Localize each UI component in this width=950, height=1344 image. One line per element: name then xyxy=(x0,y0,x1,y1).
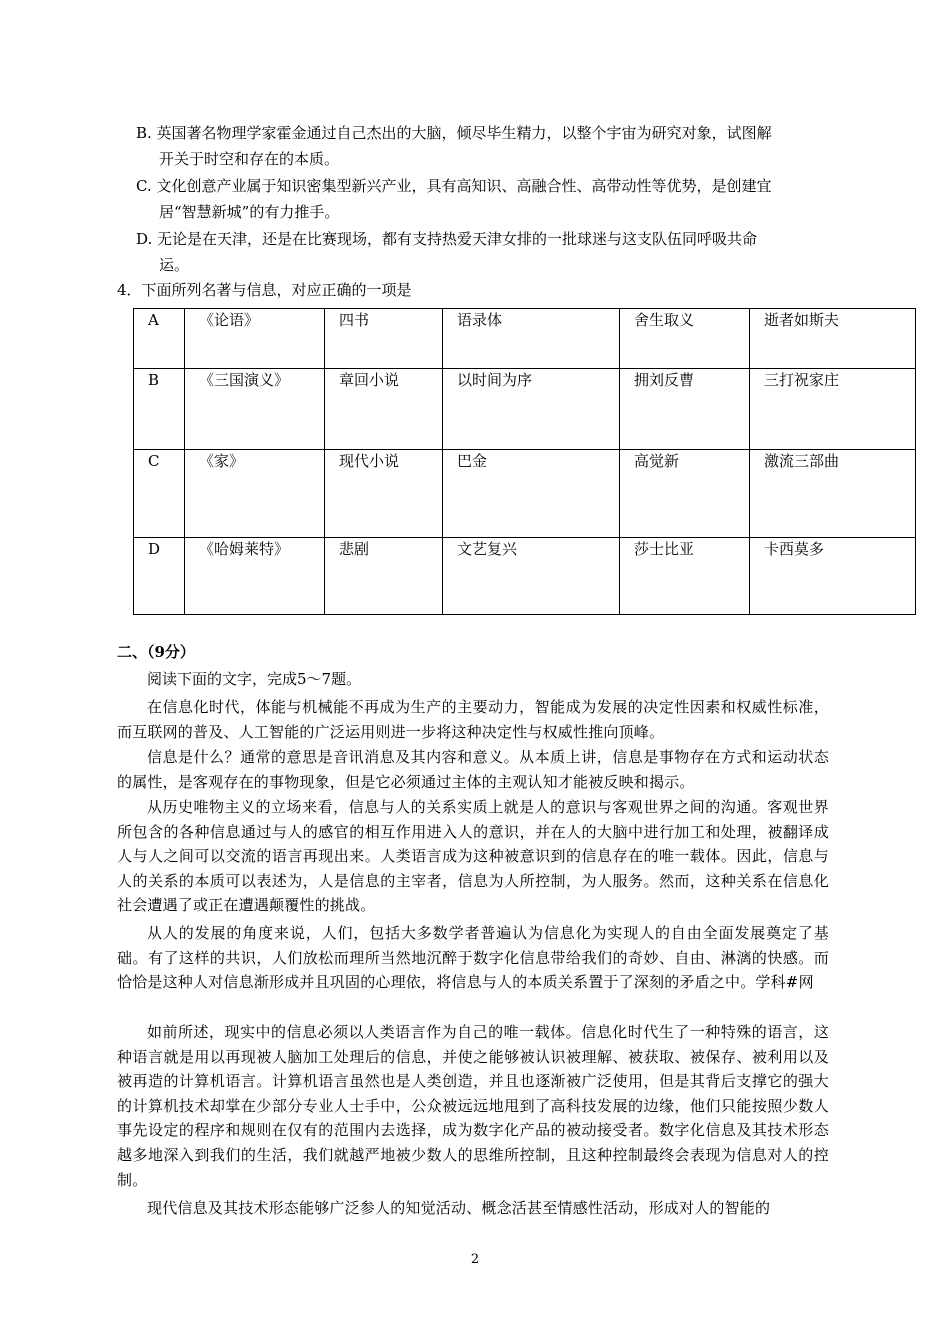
table-cell: 巴金 xyxy=(443,450,620,538)
paragraph-6: 现代信息及其技术形态能够广泛参人的知觉活动、概念活甚至情感性活动，形成对人的智能的 xyxy=(147,1199,771,1217)
page-number: 2 xyxy=(470,1252,480,1267)
table-cell: 《哈姆莱特》 xyxy=(185,538,325,615)
option-d-line2: 运。 xyxy=(159,256,190,274)
table-cell: B xyxy=(134,369,185,450)
table-cell: 《三国演义》 xyxy=(185,369,325,450)
table-cell: 《论语》 xyxy=(185,309,325,369)
question-4: 4．下面所列名著与信息，对应正确的一项是 xyxy=(117,281,412,299)
paragraph-3: 从历史唯物主义的立场来看，信息与人的关系实质上就是人的意识与客观世界之间的沟通。客观世界所包含的各种信息通过与人的感官的相互作用进入人的意识，并在人的大脑中进行加工和处理，被翻译成人与人之间可以交流的语言再现出来。人类语言成为这种被意识到的信息存在的唯一载体。因此，信息与人的关系的本质可以表述为，人是信息的主宰者，信息为人所控制，为人服务。然而，这种关系在信息化社会遭遇了或正在遭遇颠覆性的挑战。 xyxy=(117,798,829,915)
table-cell: 拥刘反曹 xyxy=(620,369,750,450)
table-cell: 卡西莫多 xyxy=(750,538,916,615)
table-row xyxy=(134,538,916,615)
option-d-line1: D. 无论是在天津，还是在比赛现场，都有支持热爱天津女排的一批球迷与这支队伍同呼吸共命 xyxy=(136,230,758,248)
section-title: 二、（9分） xyxy=(117,643,195,661)
option-c-line2: 居“智慧新城”的有力推手。 xyxy=(159,203,340,221)
table-cell: 三打祝家庄 xyxy=(750,369,916,450)
table-row xyxy=(134,450,916,538)
paragraph-1: 在信息化时代，体能与机械能不再成为生产的主要动力，智能成为发展的决定性因素和权威性标准，而互联网的普及、人工智能的广泛运用则进一步将这种决定性与权威性推向顶峰。 xyxy=(117,698,829,741)
works-info-table xyxy=(133,308,916,615)
table-cell: 文艺复兴 xyxy=(443,538,620,615)
table-cell: 高觉新 xyxy=(620,450,750,538)
table-cell: 莎士比亚 xyxy=(620,538,750,615)
section-intro: 阅读下面的文字，完成5～7题。 xyxy=(147,670,362,688)
table-cell: 《家》 xyxy=(185,450,325,538)
table-cell: 逝者如斯夫 xyxy=(750,309,916,369)
table-cell: 以时间为序 xyxy=(443,369,620,450)
table-cell: 舍生取义 xyxy=(620,309,750,369)
table-cell: C xyxy=(134,450,185,538)
table-cell: 悲剧 xyxy=(325,538,443,615)
paragraph-2: 信息是什么？通常的意思是音讯消息及其内容和意义。从本质上讲，信息是事物存在方式和运动状态的属性，是客观存在的事物现象，但是它必须通过主体的主观认知才能被反映和揭示。 xyxy=(117,748,829,791)
option-c-line1: C. 文化创意产业属于知识密集型新兴产业，具有高知识、高融合性、高带动性等优势，是创建宜 xyxy=(136,177,772,195)
table-cell: A xyxy=(134,309,185,369)
table-row xyxy=(134,309,916,369)
option-b-line2: 开关于时空和存在的本质。 xyxy=(159,150,340,168)
table-cell: 语录体 xyxy=(443,309,620,369)
table-cell: 激流三部曲 xyxy=(750,450,916,538)
option-b-line1: B. 英国著名物理学家霍金通过自己杰出的大脑，倾尽毕生精力，以整个宇宙为研究对象，试图解 xyxy=(136,124,772,142)
table-row xyxy=(134,369,916,450)
paragraph-5: 如前所述，现实中的信息必须以人类语言作为自己的唯一载体。信息化时代生了一种特殊的语言，这种语言就是用以再现被人脑加工处理后的信息，并使之能够被认识被理解、被获取、被保存、被利用以及被再造的计算机语言。计算机语言虽然也是人类创造，并且也逐渐被广泛使用，但是其背后支撑它的强大的计算机技术却掌在少部分专业人士手中，公众被远远地甩到了高科技发展的边缘，他们只能按照少数人事先设定的程序和规则在仅有的范围内去选择，成为数字化产品的被动接受者。数字化信息及其技术形态越多地深入到我们的生活，我们就越严地被少数人的思维所控制，且这种控制最终会表现为信息对人的控制。 xyxy=(117,1023,829,1189)
table-cell: 现代小说 xyxy=(325,450,443,538)
table-cell: 四书 xyxy=(325,309,443,369)
paragraph-4: 从人的发展的角度来说，人们，包括大多数学者普遍认为信息化为实现人的自由全面发展奠定了基础。有了这样的共识，人们放松而理所当然地沉醉于数字化信息带给我们的奇妙、自由、淋漓的快感。而恰恰是这种人对信息渐形成并且巩固的心理依，将信息与人的本质关系置于了深刻的矛盾之中。学科#网 xyxy=(117,924,829,992)
table-cell: D xyxy=(134,538,185,615)
table-cell: 章回小说 xyxy=(325,369,443,450)
